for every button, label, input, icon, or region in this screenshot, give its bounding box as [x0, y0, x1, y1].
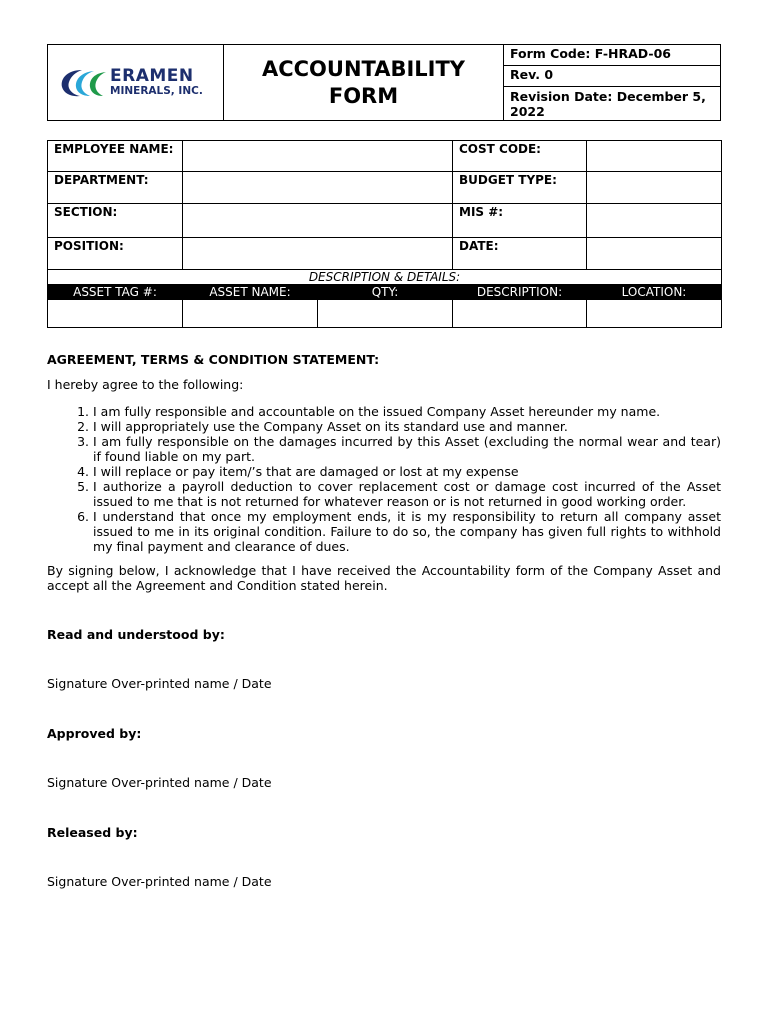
form-title: ACCOUNTABILITY FORM [261, 57, 466, 108]
employee-name-label: EMPLOYEE NAME: [48, 141, 183, 172]
company-logo [48, 45, 224, 120]
asset-tag-field[interactable] [48, 300, 183, 328]
signature-line-released: Signature Over-printed name / Date [47, 874, 272, 889]
budget-type-field[interactable] [587, 172, 722, 204]
released-by-heading: Released by: [47, 825, 138, 840]
agreement-intro: I hereby agree to the following: [47, 377, 244, 392]
form-title-cell [224, 45, 504, 120]
list-item: 2. I will appropriately use the Company Asset on its standard use and manner. [93, 419, 721, 434]
logo-subtitle: MINERALS, INC. [110, 85, 203, 98]
description-header: DESCRIPTION: [453, 285, 587, 300]
accountability-form [47, 44, 721, 889]
cost-code-field[interactable] [587, 141, 722, 172]
list-item: 4. I will replace or pay item/’s that are damaged or lost at my expense [93, 464, 721, 479]
section-label: SECTION: [48, 204, 183, 238]
department-label: DEPARTMENT: [48, 172, 183, 204]
asset-header-row [48, 285, 722, 300]
form-meta [504, 45, 720, 120]
department-field[interactable] [183, 172, 453, 204]
logo-name: ERAMEN [110, 66, 194, 87]
list-item: 1. I am fully responsible and accountable on the issued Company Asset hereunder my name. [93, 404, 721, 419]
date-label: DATE: [453, 238, 587, 270]
qty-field[interactable] [318, 300, 453, 328]
list-item: 5. I authorize a payroll deduction to cover replacement cost or damage cost incurred of the Asset issued to me that is not returned for whatever reason or is not returned in good working order. [93, 479, 721, 509]
signature-line-approved: Signature Over-printed name / Date [47, 775, 272, 790]
signature-line-read: Signature Over-printed name / Date [47, 676, 272, 691]
employee-name-field[interactable] [183, 141, 453, 172]
form-header [47, 44, 721, 121]
asset-name-header: ASSET NAME: [183, 285, 318, 300]
location-header: LOCATION: [587, 285, 722, 300]
description-details-caption: DESCRIPTION & DETAILS: [48, 270, 722, 285]
agreement-list [47, 404, 721, 554]
acknowledgement-text: By signing below, I acknowledge that I have received the Accountability form of the Company Asset and accept all the Agreement and Condition stated herein. [47, 563, 721, 593]
asset-name-field[interactable] [183, 300, 318, 328]
list-item: 6. I understand that once my employment ends, it is my responsibility to return all company asset issued to me in its original condition. Failure to do so, the company has given full rights to withhold my final payment and clearance of dues. [93, 509, 721, 554]
agreement-heading: AGREEMENT, TERMS & CONDITION STATEMENT: [47, 352, 380, 367]
mis-label: MIS #: [453, 204, 587, 238]
eramen-swoosh-icon [58, 67, 108, 99]
position-field[interactable] [183, 238, 453, 270]
read-understood-heading: Read and understood by: [47, 627, 225, 642]
section-field[interactable] [183, 204, 453, 238]
asset-tag-header: ASSET TAG #: [48, 285, 183, 300]
employee-details-table [47, 140, 722, 328]
form-code: Form Code: F-HRAD-06 [504, 45, 720, 66]
description-field[interactable] [453, 300, 587, 328]
approved-by-heading: Approved by: [47, 726, 142, 741]
position-label: POSITION: [48, 238, 183, 270]
revision: Rev. 0 [504, 66, 720, 87]
revision-date: Revision Date: December 5, 2022 [510, 89, 706, 119]
list-item: 3. I am fully responsible on the damages incurred by this Asset (excluding the normal wear and tear) if found liable on my part. [93, 434, 721, 464]
asset-row [48, 300, 722, 328]
cost-code-label: COST CODE: [453, 141, 587, 172]
qty-header: QTY: [318, 285, 453, 300]
budget-type-label: BUDGET TYPE: [453, 172, 587, 204]
date-field[interactable] [587, 238, 722, 270]
location-field[interactable] [587, 300, 722, 328]
mis-field[interactable] [587, 204, 722, 238]
